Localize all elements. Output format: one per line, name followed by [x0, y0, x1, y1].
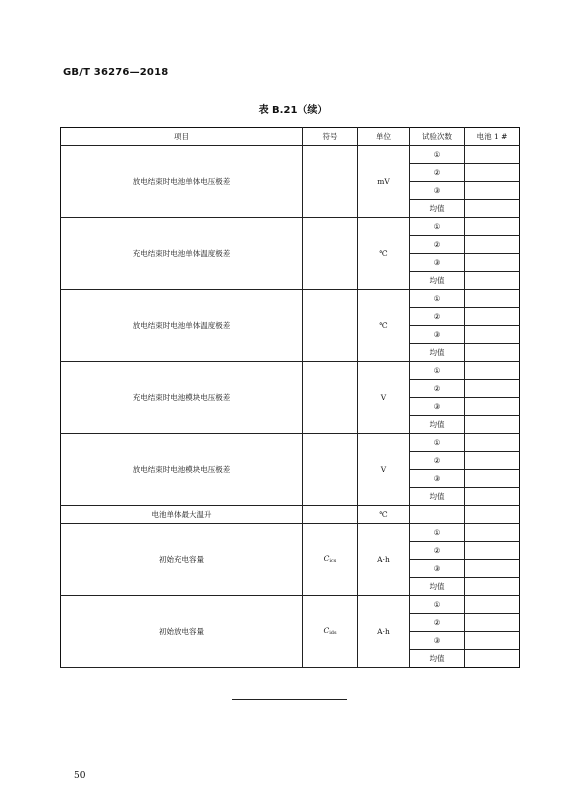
battery-value-cell [465, 290, 520, 308]
trial-mark-cell: ② [410, 452, 465, 470]
test-results-table [60, 127, 520, 668]
trial-mark-cell: 均值 [410, 578, 465, 596]
symbol-cell [303, 362, 358, 434]
table-row [61, 434, 520, 452]
symbol-cell [303, 434, 358, 506]
end-of-table-line [232, 699, 347, 700]
unit-cell: ℃ [358, 290, 410, 362]
battery-value-cell [465, 146, 520, 164]
battery-value-cell [465, 236, 520, 254]
symbol-cell [303, 290, 358, 362]
trial-mark-cell: ② [410, 542, 465, 560]
battery-value-cell [465, 650, 520, 668]
table-row [61, 524, 520, 542]
battery-value-cell [465, 200, 520, 218]
unit-cell: V [358, 434, 410, 506]
trial-mark-cell: 均值 [410, 200, 465, 218]
symbol-subscript: ids [329, 629, 337, 636]
column-header-trials: 试验次数 [410, 128, 465, 146]
trial-mark-cell: ① [410, 434, 465, 452]
trial-mark-cell: ③ [410, 254, 465, 272]
trial-mark-cell: 均值 [410, 344, 465, 362]
table-row [61, 218, 520, 236]
column-header-unit: 单位 [358, 128, 410, 146]
battery-value-cell [465, 452, 520, 470]
trial-mark-cell: ③ [410, 326, 465, 344]
unit-cell: ℃ [358, 506, 410, 524]
battery-value-cell [465, 488, 520, 506]
trial-mark-cell: ① [410, 290, 465, 308]
trial-mark-cell: 均值 [410, 650, 465, 668]
battery-value-cell [465, 380, 520, 398]
trial-mark-cell: 均值 [410, 416, 465, 434]
battery-value-cell [465, 470, 520, 488]
trial-mark-cell: 均值 [410, 488, 465, 506]
table-row [61, 506, 520, 524]
battery-value-cell [465, 632, 520, 650]
battery-value-cell [465, 416, 520, 434]
column-header-item: 项目 [61, 128, 303, 146]
battery-value-cell [465, 542, 520, 560]
item-cell: 初始充电容量 [61, 524, 303, 596]
battery-value-cell [465, 560, 520, 578]
battery-value-cell [465, 398, 520, 416]
item-cell: 充电结束时电池模块电压极差 [61, 362, 303, 434]
battery-value-cell [465, 362, 520, 380]
symbol-text: C [323, 625, 330, 635]
trial-mark-cell: ① [410, 146, 465, 164]
unit-cell: A·h [358, 524, 410, 596]
trial-mark-cell: ② [410, 614, 465, 632]
standard-code: GB/T 36276—2018 [63, 67, 169, 78]
trial-mark-cell: ③ [410, 632, 465, 650]
battery-value-cell [465, 506, 520, 524]
battery-value-cell [465, 614, 520, 632]
trial-mark-cell: ③ [410, 182, 465, 200]
symbol-cell [303, 218, 358, 290]
item-cell: 放电结束时电池模块电压极差 [61, 434, 303, 506]
trial-mark-cell: 均值 [410, 272, 465, 290]
trial-mark-cell: ② [410, 380, 465, 398]
trial-mark-cell: ② [410, 308, 465, 326]
battery-value-cell [465, 182, 520, 200]
unit-cell: V [358, 362, 410, 434]
unit-cell: ℃ [358, 218, 410, 290]
trial-mark-cell: ① [410, 596, 465, 614]
battery-value-cell [465, 254, 520, 272]
battery-value-cell [465, 164, 520, 182]
table-header-row [61, 128, 520, 146]
trial-mark-cell: ③ [410, 398, 465, 416]
trial-mark-cell: ① [410, 218, 465, 236]
symbol-cell [303, 506, 358, 524]
table-row [61, 290, 520, 308]
battery-value-cell [465, 596, 520, 614]
item-cell: 充电结束时电池单体温度极差 [61, 218, 303, 290]
trial-mark-cell: ③ [410, 470, 465, 488]
symbol-cell [303, 596, 358, 668]
battery-value-cell [465, 434, 520, 452]
item-cell: 初始放电容量 [61, 596, 303, 668]
battery-value-cell [465, 578, 520, 596]
column-header-symbol: 符号 [303, 128, 358, 146]
page-number: 50 [74, 771, 86, 781]
symbol-cell [303, 524, 358, 596]
battery-value-cell [465, 308, 520, 326]
battery-value-cell [465, 524, 520, 542]
item-cell: 放电结束时电池单体电压极差 [61, 146, 303, 218]
trial-mark-cell: ① [410, 524, 465, 542]
trial-mark-cell: ② [410, 164, 465, 182]
symbol-subscript: ics [329, 557, 337, 564]
item-cell: 放电结束时电池单体温度极差 [61, 290, 303, 362]
table-row [61, 362, 520, 380]
column-header-battery-1: 电池 1 # [465, 128, 520, 146]
trial-mark-cell: ② [410, 236, 465, 254]
trial-mark-cell [410, 506, 465, 524]
battery-value-cell [465, 326, 520, 344]
table-row [61, 146, 520, 164]
item-cell: 电池单体最大温升 [61, 506, 303, 524]
table-row [61, 596, 520, 614]
table-title: 表 B.21（续） [258, 105, 328, 116]
symbol-cell [303, 146, 358, 218]
unit-cell: A·h [358, 596, 410, 668]
trial-mark-cell: ① [410, 362, 465, 380]
unit-cell: mV [358, 146, 410, 218]
trial-mark-cell: ③ [410, 560, 465, 578]
symbol-text: C [323, 553, 330, 563]
battery-value-cell [465, 272, 520, 290]
battery-value-cell [465, 344, 520, 362]
battery-value-cell [465, 218, 520, 236]
